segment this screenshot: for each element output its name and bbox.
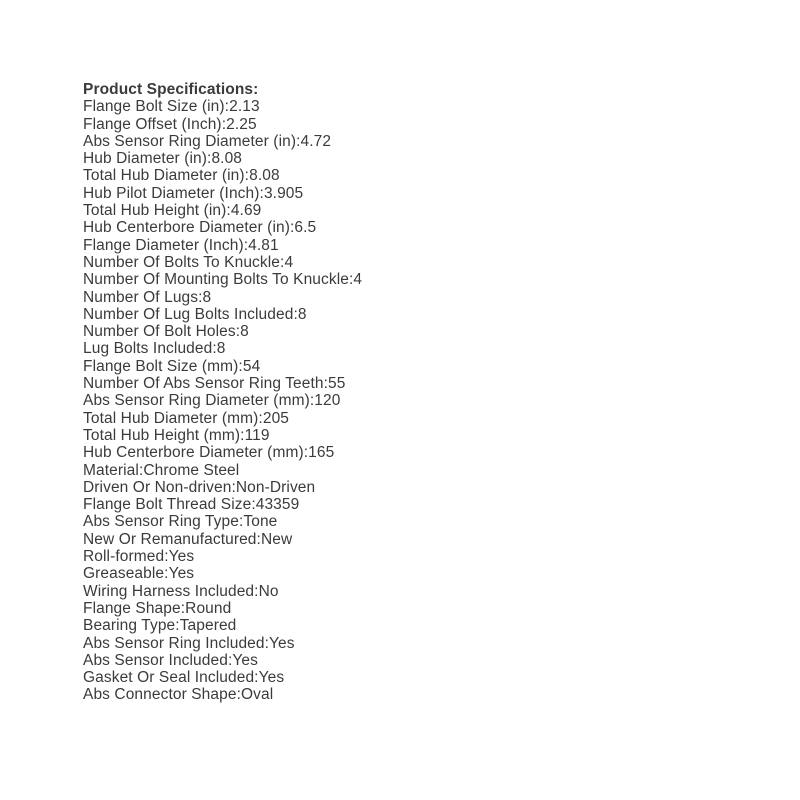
spec-row bbox=[83, 548, 362, 565]
spec-row bbox=[83, 531, 362, 548]
spec-value: 120 bbox=[314, 392, 341, 410]
spec-separator: : bbox=[254, 669, 259, 687]
spec-row bbox=[83, 635, 362, 652]
spec-separator: : bbox=[258, 409, 263, 427]
spec-label: Gasket Or Seal Included bbox=[83, 669, 255, 687]
spec-label: Total Hub Diameter (mm) bbox=[83, 409, 259, 427]
spec-row bbox=[83, 513, 362, 530]
spec-row bbox=[83, 479, 362, 496]
spec-row bbox=[83, 410, 362, 427]
spec-label: Abs Sensor Ring Diameter (mm) bbox=[83, 392, 310, 410]
spec-separator: : bbox=[207, 150, 212, 168]
spec-row bbox=[83, 686, 362, 703]
spec-value: 4.69 bbox=[230, 202, 262, 220]
spec-value: 2.25 bbox=[226, 115, 257, 133]
spec-value: No bbox=[258, 582, 279, 600]
spec-label: Roll-formed bbox=[83, 548, 165, 566]
spec-value: 54 bbox=[242, 357, 261, 375]
spec-value: 8.08 bbox=[249, 167, 280, 185]
spec-row bbox=[83, 375, 362, 392]
spec-label: Lug Bolts Included bbox=[83, 340, 213, 358]
spec-row bbox=[83, 565, 362, 582]
spec-label: Wiring Harness Included bbox=[83, 582, 255, 600]
spec-separator: : bbox=[243, 236, 249, 254]
spec-value: 8 bbox=[240, 323, 249, 341]
spec-row bbox=[83, 98, 362, 115]
spec-row bbox=[83, 237, 362, 254]
spec-value: 205 bbox=[262, 409, 290, 427]
spec-row bbox=[83, 617, 362, 634]
spec-label: Total Hub Height (in) bbox=[83, 202, 227, 220]
spec-value: Yes bbox=[168, 565, 195, 583]
spec-label: Hub Pilot Diameter (Inch) bbox=[83, 184, 260, 202]
spec-value: Yes bbox=[168, 548, 195, 566]
spec-row bbox=[83, 133, 362, 150]
spec-label: Hub Diameter (in) bbox=[83, 150, 208, 168]
spec-label: Hub Centerbore Diameter (mm) bbox=[83, 444, 304, 462]
spec-value: 165 bbox=[308, 444, 335, 462]
spec-label: Flange Shape bbox=[83, 599, 181, 617]
spec-row bbox=[83, 444, 362, 461]
spec-separator: : bbox=[259, 184, 264, 202]
spec-separator: : bbox=[221, 115, 227, 133]
spec-value: Round bbox=[185, 599, 232, 617]
spec-row bbox=[83, 358, 362, 375]
spec-label: Number Of Lugs bbox=[83, 288, 199, 306]
spec-row bbox=[83, 254, 362, 271]
spec-value: 8.08 bbox=[211, 150, 243, 168]
spec-row bbox=[83, 150, 362, 167]
spec-value: New bbox=[260, 530, 293, 548]
spec-value: Yes bbox=[269, 634, 295, 652]
spec-separator: : bbox=[264, 634, 270, 652]
spec-row bbox=[83, 652, 362, 669]
spec-row bbox=[83, 669, 362, 686]
spec-separator: : bbox=[235, 323, 241, 341]
product-specifications bbox=[83, 81, 362, 704]
spec-row bbox=[83, 116, 362, 133]
spec-value: 4.81 bbox=[248, 236, 279, 254]
spec-separator: : bbox=[251, 496, 256, 514]
spec-label: Flange Offset (Inch) bbox=[83, 115, 222, 133]
spec-value: Tapered bbox=[179, 617, 237, 635]
spec-row bbox=[83, 219, 362, 236]
spec-row bbox=[83, 202, 362, 219]
spec-list bbox=[83, 98, 362, 703]
spec-separator: : bbox=[212, 340, 217, 358]
spec-separator: : bbox=[244, 167, 250, 185]
spec-separator: : bbox=[238, 513, 244, 531]
spec-separator: : bbox=[348, 271, 354, 289]
spec-label: Number Of Bolts To Knuckle bbox=[83, 253, 281, 271]
spec-label: Number Of Abs Sensor Ring Teeth bbox=[83, 375, 324, 393]
spec-separator: : bbox=[256, 530, 261, 548]
spec-separator: : bbox=[164, 548, 169, 566]
spec-value: 3.905 bbox=[263, 184, 304, 202]
spec-separator: : bbox=[240, 426, 245, 444]
spec-separator: : bbox=[293, 305, 298, 323]
spec-separator: : bbox=[236, 686, 241, 704]
spec-value: Non-Driven bbox=[235, 478, 316, 496]
spec-label: Material bbox=[83, 461, 139, 479]
spec-separator: : bbox=[296, 132, 301, 150]
spec-value: Tone bbox=[243, 513, 278, 531]
spec-label: New Or Remanufactured bbox=[83, 530, 257, 548]
spec-row bbox=[83, 340, 362, 357]
spec-label: Bearing Type bbox=[83, 617, 176, 635]
spec-separator: : bbox=[175, 617, 180, 635]
spec-label: Greaseable bbox=[83, 565, 165, 583]
spec-row bbox=[83, 583, 362, 600]
spec-label: Flange Bolt Size (in) bbox=[83, 98, 225, 116]
spec-separator: : bbox=[224, 98, 230, 116]
spec-separator: : bbox=[138, 461, 144, 479]
spec-row bbox=[83, 289, 362, 306]
spec-label: Flange Diameter (Inch) bbox=[83, 236, 244, 254]
spec-label: Hub Centerbore Diameter (in) bbox=[83, 219, 290, 237]
spec-value: 4 bbox=[353, 271, 363, 289]
spec-value: 6.5 bbox=[294, 219, 317, 237]
spec-value: 4.72 bbox=[300, 132, 332, 150]
spec-row bbox=[83, 600, 362, 617]
spec-label: Abs Sensor Ring Type bbox=[83, 513, 239, 531]
spec-label: Total Hub Height (mm) bbox=[83, 426, 241, 444]
spec-value: 119 bbox=[244, 426, 270, 444]
spec-separator: : bbox=[254, 582, 259, 600]
spec-label: Number Of Lug Bolts Included bbox=[83, 305, 294, 323]
spec-row bbox=[83, 427, 362, 444]
spec-row bbox=[83, 306, 362, 323]
spec-separator: : bbox=[323, 375, 329, 393]
spec-separator: : bbox=[289, 219, 295, 237]
spec-label: Flange Bolt Size (mm) bbox=[83, 357, 239, 375]
spec-separator: : bbox=[231, 478, 236, 496]
spec-separator: : bbox=[309, 392, 315, 410]
spec-value: Oval bbox=[240, 686, 274, 704]
spec-title: Product Specifications: bbox=[83, 81, 259, 98]
spec-value: 55 bbox=[328, 375, 346, 393]
spec-row bbox=[83, 392, 362, 409]
spec-value: Yes bbox=[232, 651, 258, 669]
spec-row bbox=[83, 323, 362, 340]
spec-label: Abs Sensor Ring Diameter (in) bbox=[83, 132, 297, 150]
spec-label: Abs Connector Shape bbox=[83, 686, 237, 704]
spec-label: Total Hub Diameter (in) bbox=[83, 167, 245, 185]
spec-label: Flange Bolt Thread Size bbox=[83, 496, 252, 514]
spec-value: 4 bbox=[284, 253, 294, 271]
spec-value: 43359 bbox=[255, 496, 300, 514]
spec-separator: : bbox=[303, 444, 309, 462]
spec-value: Chrome Steel bbox=[143, 461, 240, 479]
spec-separator: : bbox=[280, 253, 285, 271]
spec-separator: : bbox=[180, 599, 186, 617]
spec-value: 2.13 bbox=[229, 98, 260, 116]
spec-separator: : bbox=[198, 288, 203, 306]
spec-row bbox=[83, 496, 362, 513]
spec-separator: : bbox=[227, 651, 233, 669]
spec-label: Number Of Bolt Holes bbox=[83, 323, 236, 341]
spec-separator: : bbox=[164, 565, 169, 583]
spec-separator: : bbox=[238, 357, 243, 375]
spec-row bbox=[83, 271, 362, 288]
spec-value: 8 bbox=[297, 305, 307, 323]
spec-label: Driven Or Non-driven bbox=[83, 478, 232, 496]
spec-label: Abs Sensor Included bbox=[83, 651, 228, 669]
spec-row bbox=[83, 462, 362, 479]
spec-label: Number Of Mounting Bolts To Knuckle bbox=[83, 271, 349, 289]
spec-value: 8 bbox=[216, 340, 226, 358]
spec-label: Abs Sensor Ring Included bbox=[83, 634, 265, 652]
spec-value: Yes bbox=[258, 669, 285, 687]
spec-row bbox=[83, 167, 362, 184]
spec-value: 8 bbox=[202, 288, 212, 306]
spec-row bbox=[83, 185, 362, 202]
spec-separator: : bbox=[226, 202, 231, 220]
